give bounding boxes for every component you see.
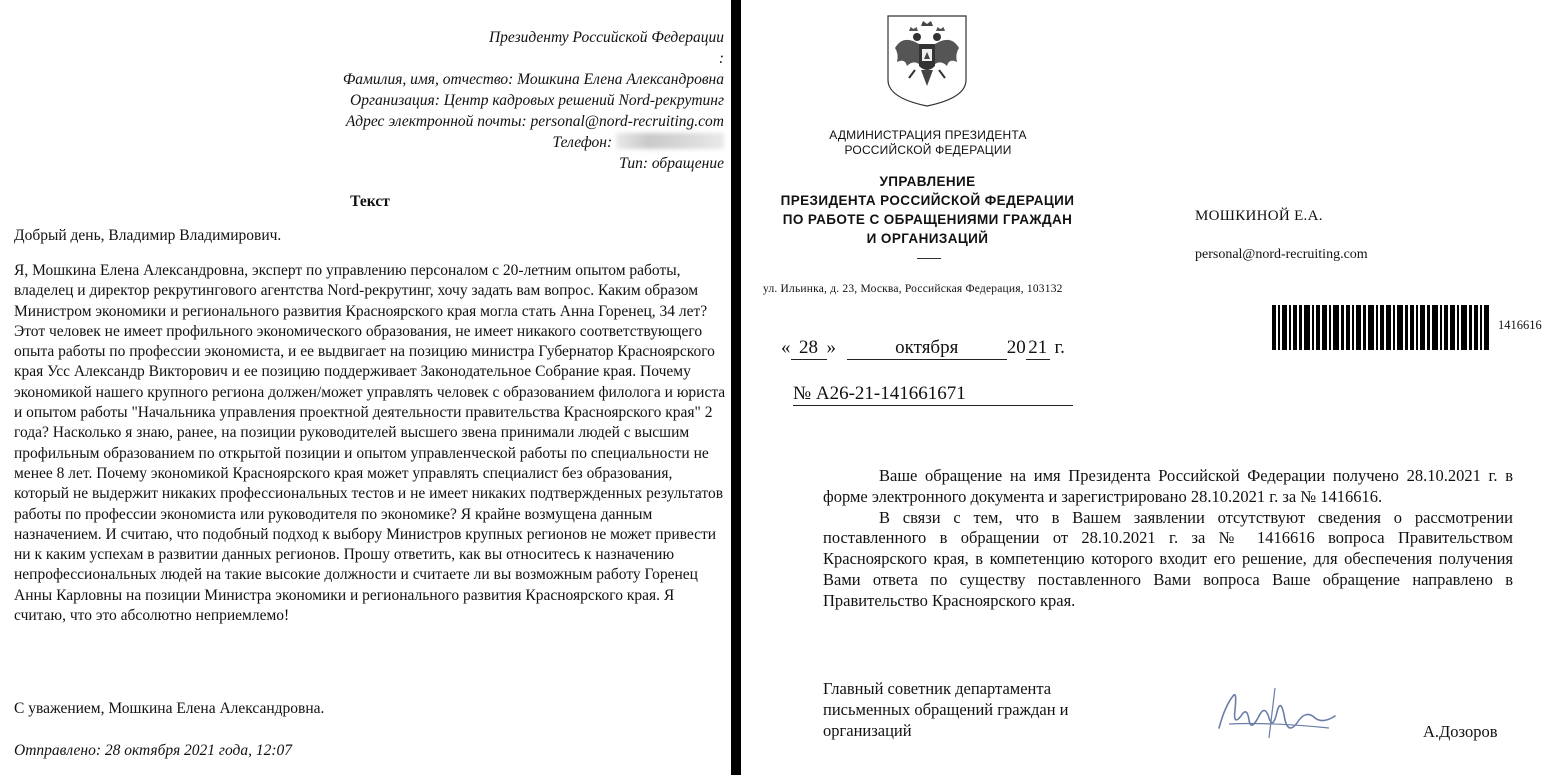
- date-year-prefix: 20: [1006, 337, 1026, 358]
- signature-icon: [1211, 676, 1341, 746]
- dept-line-3: ПО РАБОТЕ С ОБРАЩЕНИЯМИ ГРАЖДАН: [782, 212, 1073, 227]
- issuer-administration: [811, 128, 1045, 158]
- admin-line-1: АДМИНИСТРАЦИЯ ПРЕЗИДЕНТА: [829, 128, 1027, 142]
- header-rule: [917, 258, 941, 259]
- sender-full-name: Фамилия, имя, отчество: Мошкина Елена Александровна: [342, 71, 724, 88]
- barcode-number: 1416616: [1498, 318, 1542, 332]
- sent-timestamp: Отправлено: 28 октября 2021 года, 12:07: [14, 742, 293, 759]
- signer-title: Главный советник департамента письменных обращений граждан и организаций: [823, 679, 1069, 740]
- letter-number: [793, 383, 1073, 406]
- issuer-address: ул. Ильинка, д. 23, Москва, Российская Федерация, 103132: [763, 283, 1063, 295]
- text-heading: Текст: [350, 193, 390, 210]
- outgoing-number: № А26-21-141661671: [793, 383, 1073, 406]
- admin-line-2: РОССИЙСКОЙ ФЕДЕРАЦИИ: [844, 143, 1012, 157]
- appeal-body: Я, Мошкина Елена Александровна, эксперт по управлению персоналом с 20-летним опытом работы, владелец и директор рекрутингового агентства Nord-рекрутинг, хочу задать вам вопрос. Каким образом Министром экономики и регионального развития Красноярского края могла стать Анна Горенец, 34 лет? Этот человек не имеет профильного экономического образования, не имеет никакого соответствующего опыта работы по профессии экономиста, и ее выдвигает на позицию министра Губернатор Красноярского края Усс Александр Викторович и ее позицию поддерживает Законодательное Собрание края. Почему экономикой нашего крупного региона должен/может управлять человек с образованием филолога и юриста и опытом работы "Начальника управления проектной деятельности правительства Красноярского края" 2 года? Насколько я знаю, ранее, на позиции руководителей высшего звена принимали людей с высшим профильным образованием по открытой позиции и опытом управленческой работы по специальности не менее 8 лет. Почему экономикой Красноярского края может управлять специалист без образования, который не выдержит никаких профессиональных тестов и не имеет никаких подтвержденных результатов работы по профессии экономиста или руководителя по экономике? Я крайне возмущена данным назначением. И считаю, что подобный подход к выбору Министров крупных регионов не может привести ни к каким успехам в развитии данных регионов. Прошу ответить, как вы относитесь к назначению непрофессиональных людей на такие высокие должности и считаете ли вы возможным работу Горенец Анны Карловны на позиции Министра экономики и регионального развития Красноярского края. Я считаю, что это абсолютно неприемлемо!: [14, 262, 726, 625]
- phone-label: Телефон:: [552, 134, 613, 151]
- letter-date: [781, 337, 1065, 360]
- date-day: 28: [791, 337, 827, 360]
- date-year-mark: г.: [1054, 337, 1065, 358]
- dept-line-1: УПРАВЛЕНИЕ: [879, 174, 976, 189]
- citizen-appeal-document: [0, 0, 731, 775]
- addressee-colon: :: [718, 50, 724, 67]
- letter-body: [823, 466, 1513, 612]
- barcode-icon: [1272, 305, 1489, 350]
- sender-phone: [124, 132, 724, 153]
- letter-paragraph-2: В связи с тем, что в Вашем заявлении отсутствуют сведения о рассмотрении поставленного в обращении от 28.10.2021 г. за № 1416616 вопроса Правительством Красноярского края, в компетенцию которого входит его решение, для обеспечения получения Вами ответа по существу поставленного Вами вопроса Ваше обращение направлено в Правительство Красноярского края.: [823, 507, 1513, 610]
- date-month: октября: [847, 337, 1007, 360]
- date-open-quote: «: [781, 337, 791, 358]
- page-divider: [731, 0, 741, 775]
- addressee: Президенту Российской Федерации: [488, 29, 724, 46]
- recipient-name: МОШКИНОЙ Е.А.: [1195, 208, 1323, 224]
- coat-of-arms-icon: [885, 14, 969, 108]
- recipient-email: personal@nord-recruiting.com: [1195, 247, 1368, 262]
- greeting: Добрый день, Владимир Владимирович.: [14, 227, 282, 244]
- address-block: [124, 27, 724, 174]
- signer-name: А.Дозоров: [1423, 722, 1498, 741]
- date-close-quote: »: [826, 337, 836, 358]
- date-year-suffix: 21: [1026, 337, 1050, 360]
- sender-organization: Организация: Центр кадровых решений Nord-рекрутинг: [350, 92, 724, 109]
- official-response-letter: [741, 0, 1554, 775]
- phone-redacted: [616, 133, 724, 149]
- letter-paragraph-1: Ваше обращение на имя Президента Российской Федерации получено 28.10.2021 г. в форме электронного документа и зарегистрировано 28.10.2021 г. за № 1416616.: [823, 466, 1513, 506]
- dept-line-4: И ОРГАНИЗАЦИЙ: [866, 231, 989, 246]
- issuer-department: [775, 172, 1080, 248]
- appeal-type: Тип: обращение: [619, 155, 724, 172]
- sender-email: Адрес электронной почты: personal@nord-recruiting.com: [345, 113, 724, 130]
- dept-line-2: ПРЕЗИДЕНТА РОССИЙСКОЙ ФЕДЕРАЦИИ: [780, 193, 1075, 208]
- closing-regards: С уважением, Мошкина Елена Александровна.: [14, 700, 325, 717]
